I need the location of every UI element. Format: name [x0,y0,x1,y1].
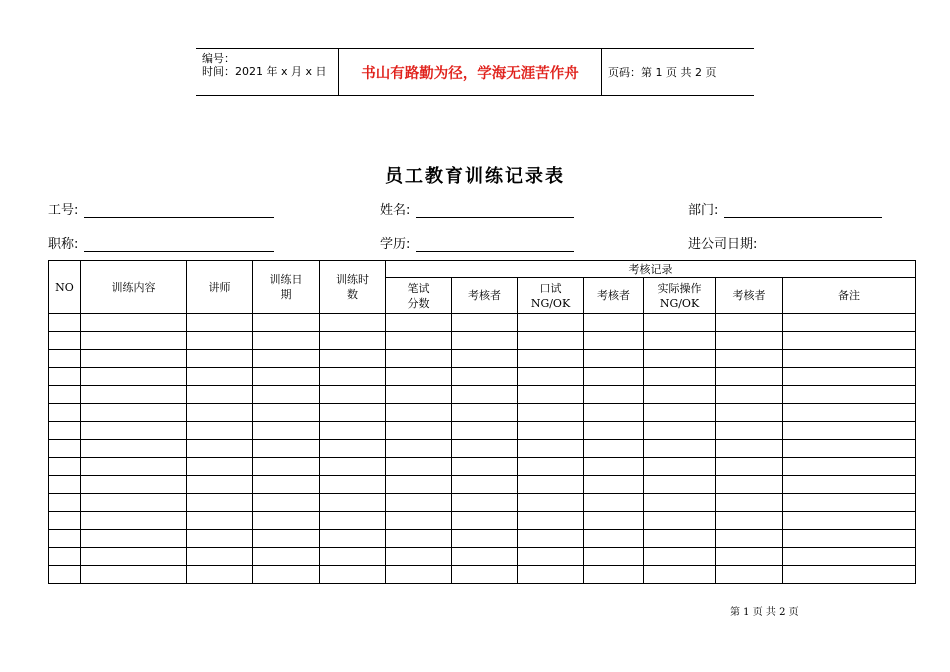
table-cell[interactable] [783,458,916,476]
table-cell[interactable] [49,476,81,494]
table-cell[interactable] [187,530,253,548]
serial-label: 编号： [202,52,235,65]
employee-id-line[interactable] [84,203,274,218]
table-cell[interactable] [49,530,81,548]
table-cell[interactable] [644,422,716,440]
table-cell[interactable] [518,530,584,548]
table-cell[interactable] [716,386,783,404]
table-cell[interactable] [320,458,386,476]
table-row [49,476,916,494]
table-cell[interactable] [49,422,81,440]
table-cell[interactable] [518,368,584,386]
table-cell[interactable] [584,494,644,512]
table-cell[interactable] [716,548,783,566]
table-cell[interactable] [783,476,916,494]
col-reviewer-2: 考核者 [584,278,644,314]
table-cell[interactable] [187,512,253,530]
table-cell[interactable] [187,440,253,458]
table-cell[interactable] [518,404,584,422]
table-cell[interactable] [518,494,584,512]
table-cell[interactable] [320,422,386,440]
table-cell[interactable] [81,512,187,530]
col-no: NO [49,261,81,314]
table-row [49,512,916,530]
table-cell[interactable] [253,332,320,350]
table-cell[interactable] [253,566,320,584]
table-cell[interactable] [584,386,644,404]
table-cell[interactable] [783,494,916,512]
table-row [49,566,916,584]
table-cell[interactable] [320,512,386,530]
table-cell[interactable] [253,512,320,530]
table-cell[interactable] [584,368,644,386]
join-date-field[interactable] [688,234,757,252]
table-cell[interactable] [49,404,81,422]
table-cell[interactable] [81,458,187,476]
employee-id-label: 工号: [48,203,79,218]
table-cell[interactable] [386,566,452,584]
name-label: 姓名: [380,203,411,218]
table-cell[interactable] [187,548,253,566]
table-cell[interactable] [716,314,783,332]
table-cell[interactable] [81,494,187,512]
table-cell[interactable] [644,404,716,422]
table-cell[interactable] [452,440,518,458]
table-cell[interactable] [584,314,644,332]
table-row [49,404,916,422]
table-cell[interactable] [253,314,320,332]
table-cell[interactable] [187,386,253,404]
table-cell[interactable] [783,404,916,422]
table-cell[interactable] [49,332,81,350]
header-row-1 [49,261,916,278]
table-cell[interactable] [386,314,452,332]
table-cell[interactable] [783,386,916,404]
table-cell[interactable] [783,566,916,584]
table-cell[interactable] [253,386,320,404]
name-line[interactable] [416,203,574,218]
job-title-field[interactable] [48,234,274,252]
table-cell[interactable] [518,314,584,332]
table-cell[interactable] [253,476,320,494]
table-cell[interactable] [253,494,320,512]
table-cell[interactable] [386,350,452,368]
table-cell[interactable] [49,440,81,458]
table-cell[interactable] [320,494,386,512]
table-cell[interactable] [81,386,187,404]
table-cell[interactable] [644,494,716,512]
table-row [49,530,916,548]
table-cell[interactable] [253,404,320,422]
table-cell[interactable] [783,350,916,368]
education-field[interactable] [380,234,574,252]
table-cell[interactable] [644,350,716,368]
table-cell[interactable] [452,314,518,332]
table-cell[interactable] [386,458,452,476]
table-cell[interactable] [253,548,320,566]
table-cell[interactable] [783,368,916,386]
table-cell[interactable] [49,548,81,566]
table-cell[interactable] [452,458,518,476]
education-label: 学历: [380,237,411,252]
table-cell[interactable] [584,548,644,566]
education-line[interactable] [416,237,574,252]
table-cell[interactable] [81,314,187,332]
table-cell[interactable] [518,440,584,458]
table-row [49,494,916,512]
table-cell[interactable] [49,314,81,332]
table-cell[interactable] [253,422,320,440]
table-cell[interactable] [584,422,644,440]
table-cell[interactable] [783,440,916,458]
table-cell[interactable] [716,404,783,422]
table-cell[interactable] [386,548,452,566]
page-code: 页码：第 1 页 共 2 页 [608,66,717,79]
table-cell[interactable] [584,476,644,494]
table-cell[interactable] [253,458,320,476]
table-cell[interactable] [320,368,386,386]
table-cell[interactable] [452,494,518,512]
table-cell[interactable] [386,368,452,386]
table-cell[interactable] [644,512,716,530]
col-train-hours-text: 训练时数 [336,273,369,301]
table-cell[interactable] [187,494,253,512]
table-cell[interactable] [187,368,253,386]
table-cell[interactable] [518,476,584,494]
col-train-hours [320,261,386,314]
col-content: 训练内容 [81,261,187,314]
table-cell[interactable] [584,350,644,368]
table-body [49,314,916,584]
table-row [49,458,916,476]
table-cell[interactable] [452,548,518,566]
table-cell[interactable] [452,566,518,584]
job-title-line[interactable] [84,237,274,252]
table-cell[interactable] [253,530,320,548]
table-cell[interactable] [253,368,320,386]
table-cell[interactable] [386,512,452,530]
col-written-score [386,278,452,314]
table-cell[interactable] [320,440,386,458]
job-title-label: 职称: [48,237,79,252]
table-cell[interactable] [49,494,81,512]
col-train-date [253,261,320,314]
table-cell[interactable] [49,512,81,530]
table-cell[interactable] [187,314,253,332]
table-cell[interactable] [716,350,783,368]
col-practical [644,278,716,314]
table-cell[interactable] [716,566,783,584]
header-meta [196,49,339,95]
col-assessment-group: 考核记录 [386,261,916,278]
col-practical-text: 实际操作NG/OK [657,281,702,310]
table-cell[interactable] [518,422,584,440]
col-lecturer: 讲师 [187,261,253,314]
employee-id-field[interactable] [48,200,274,218]
table-cell[interactable] [81,422,187,440]
table-cell[interactable] [81,404,187,422]
table-cell[interactable] [584,512,644,530]
table-row [49,386,916,404]
document-header [196,48,754,96]
table-cell[interactable] [320,548,386,566]
table-cell[interactable] [320,350,386,368]
table-cell[interactable] [386,476,452,494]
table-cell[interactable] [518,458,584,476]
table-cell[interactable] [187,422,253,440]
table-cell[interactable] [187,350,253,368]
table-cell[interactable] [783,548,916,566]
table-cell[interactable] [716,440,783,458]
table-cell[interactable] [187,566,253,584]
name-field[interactable] [380,200,574,218]
table-cell[interactable] [49,386,81,404]
department-field[interactable] [688,200,882,218]
table-cell[interactable] [386,332,452,350]
table-cell[interactable] [320,332,386,350]
table-cell[interactable] [386,440,452,458]
col-reviewer-3: 考核者 [716,278,783,314]
table-cell[interactable] [518,512,584,530]
table-cell[interactable] [81,566,187,584]
table-cell[interactable] [81,368,187,386]
time-label: 时间：2021 年 x 月 x 日 [202,65,327,78]
table-cell[interactable] [187,332,253,350]
table-row [49,368,916,386]
table-cell[interactable] [783,512,916,530]
table-cell[interactable] [81,548,187,566]
table-cell[interactable] [253,350,320,368]
table-cell[interactable] [716,476,783,494]
table-cell[interactable] [49,566,81,584]
table-cell[interactable] [452,476,518,494]
table-cell[interactable] [320,476,386,494]
table-cell[interactable] [452,422,518,440]
table-cell[interactable] [187,458,253,476]
table-cell[interactable] [518,386,584,404]
table-row [49,350,916,368]
table-cell[interactable] [187,476,253,494]
table-cell[interactable] [452,368,518,386]
table-cell[interactable] [49,458,81,476]
table-cell[interactable] [253,440,320,458]
col-written-score-text: 笔试分数 [407,281,430,310]
table-cell[interactable] [452,386,518,404]
table-cell[interactable] [81,332,187,350]
table-cell[interactable] [644,530,716,548]
col-reviewer-1: 考核者 [452,278,518,314]
table-row [49,422,916,440]
table-cell[interactable] [716,512,783,530]
table-cell[interactable] [81,530,187,548]
table-cell[interactable] [644,548,716,566]
table-cell[interactable] [584,566,644,584]
table-cell[interactable] [644,386,716,404]
table-cell[interactable] [452,512,518,530]
table-cell[interactable] [644,476,716,494]
table-cell[interactable] [49,350,81,368]
table-cell[interactable] [81,350,187,368]
table-cell[interactable] [584,332,644,350]
table-cell[interactable] [518,548,584,566]
table-cell[interactable] [716,368,783,386]
table-cell[interactable] [518,350,584,368]
table-cell[interactable] [644,332,716,350]
table-cell[interactable] [584,530,644,548]
table-cell[interactable] [584,440,644,458]
table-cell[interactable] [644,566,716,584]
table-cell[interactable] [386,404,452,422]
table-cell[interactable] [518,566,584,584]
table-cell[interactable] [320,404,386,422]
table-cell[interactable] [783,530,916,548]
table-row [49,314,916,332]
table-cell[interactable] [386,422,452,440]
table-cell[interactable] [783,422,916,440]
table-cell[interactable] [452,404,518,422]
table-cell[interactable] [644,314,716,332]
department-line[interactable] [724,203,882,218]
page-footer: 第 1 页 共 2 页 [730,607,799,618]
training-record-table [48,260,916,584]
table-cell[interactable] [783,314,916,332]
page-title: 员工教育训练记录表 [385,166,565,187]
table-cell[interactable] [584,404,644,422]
col-oral-text: 口试NG/OK [530,281,571,310]
table-cell[interactable] [320,530,386,548]
col-train-date-text: 训练日期 [269,273,303,301]
table-cell[interactable] [644,440,716,458]
table-row [49,440,916,458]
table-cell[interactable] [81,440,187,458]
table-cell[interactable] [716,458,783,476]
col-remarks: 备注 [783,278,916,314]
table-cell[interactable] [49,368,81,386]
table-cell[interactable] [320,566,386,584]
table-cell[interactable] [452,530,518,548]
table-cell[interactable] [452,332,518,350]
table-cell[interactable] [320,386,386,404]
table-cell[interactable] [716,422,783,440]
table-row [49,332,916,350]
table-cell[interactable] [452,350,518,368]
table-cell[interactable] [386,530,452,548]
table-cell[interactable] [518,332,584,350]
table-cell[interactable] [644,458,716,476]
table-cell[interactable] [644,368,716,386]
table-cell[interactable] [783,332,916,350]
table-row [49,548,916,566]
department-label: 部门: [688,203,719,218]
join-date-label: 进公司日期: [688,237,758,252]
table-cell[interactable] [584,458,644,476]
table-cell[interactable] [716,530,783,548]
table-cell[interactable] [386,386,452,404]
table-cell[interactable] [187,404,253,422]
header-motto: 书山有路勤为径，学海无涯苦作舟 [339,49,602,95]
table-cell[interactable] [386,494,452,512]
table-cell[interactable] [320,314,386,332]
table-cell[interactable] [81,476,187,494]
table-cell[interactable] [716,494,783,512]
col-oral [518,278,584,314]
table-cell[interactable] [716,332,783,350]
